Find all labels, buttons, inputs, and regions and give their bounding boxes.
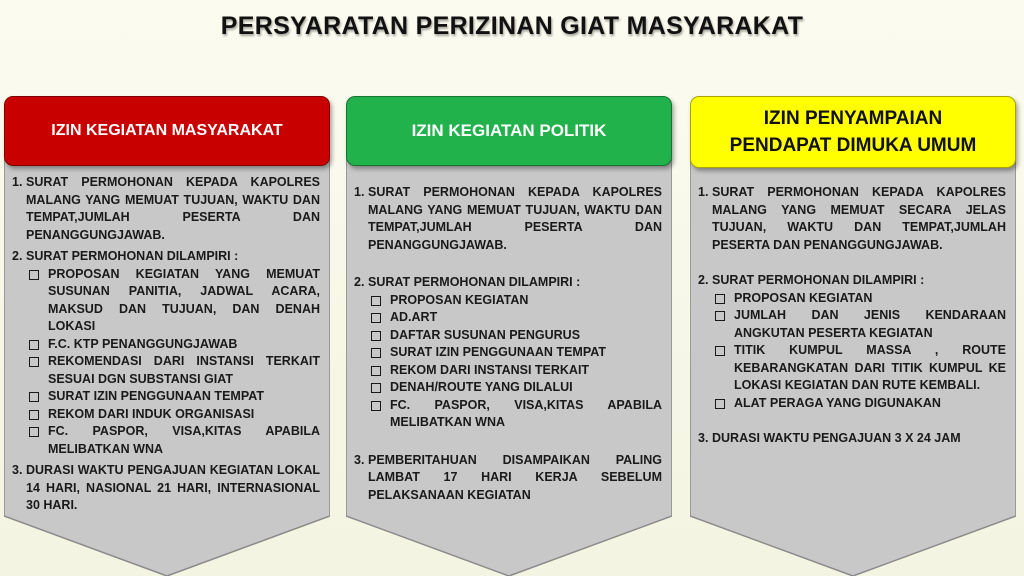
column-izin-kegiatan-politik xyxy=(346,96,672,576)
list-item: 3. DURASI WAKTU PENGAJUAN KEGIATAN LOKAL 14 HARI, NASIONAL 21 HARI, INTERNASIONAL 30 HARI. xyxy=(12,463,320,512)
requirements-list xyxy=(354,184,662,508)
sub-item: F.C. KTP PENANGGUNGJAWAB xyxy=(26,336,320,354)
list-item: 1. SURAT PERMOHONAN KEPADA KAPOLRES MALANG YANG MEMUAT TUJUAN, WAKTU DAN TEMPAT,JUMLAH PESERTA DAN PENANGGUNGJAWAB. xyxy=(12,175,320,242)
checkbox-square-icon xyxy=(368,379,390,397)
checkbox-square-icon xyxy=(26,423,48,458)
header-label-line1: IZIN PENYAMPAIAN xyxy=(763,108,943,129)
list-item: 2. SURAT PERMOHONAN DILAMPIRI : PROPOSAN KEGIATAN AD.ART DAFTAR SUSUNAN PENGURUS SURAT IZIN PENGGUNAAN TEMPAT REKOM DARI INSTANSI TERKAIT DENAH/ROUTE YANG DILALUI FC. PASPOR, VISA,KITAS APABILA MELIBATKAN WNA xyxy=(354,274,662,432)
checkbox-square-icon xyxy=(26,388,48,406)
sub-item: SURAT IZIN PENGGUNAAN TEMPAT xyxy=(26,388,320,406)
checkbox-square-icon xyxy=(712,342,734,395)
sub-item: TITIK KUMPUL MASSA , ROUTE KEBARANGKATAN DARI TITIK KUMPUL KE LOKASI KEGIATAN DAN RUTE KEMBALI. xyxy=(712,342,1006,395)
list-item: 1. SURAT PERMOHONAN KEPADA KAPOLRES MALANG YANG MEMUAT SECARA JELAS TUJUAN, WAKTU DAN TEMPAT,JUMLAH PESERTA DAN PENANGGUNGJAWAB. xyxy=(698,185,1006,252)
header-label: IZIN KEGIATAN POLITIK xyxy=(411,121,607,140)
column-izin-kegiatan-masyarakat xyxy=(4,96,330,576)
header-izin-kegiatan-politik xyxy=(346,96,672,166)
checkbox-square-icon xyxy=(26,353,48,388)
header-izin-kegiatan-masyarakat xyxy=(4,96,330,166)
checkbox-square-icon xyxy=(26,406,48,424)
sub-item: DAFTAR SUSUNAN PENGURUS xyxy=(368,327,662,345)
sub-item: REKOM DARI INSTANSI TERKAIT xyxy=(368,362,662,380)
sub-item: SURAT IZIN PENGGUNAAN TEMPAT xyxy=(368,344,662,362)
sub-item: PROPOSAN KEGIATAN xyxy=(368,292,662,310)
list-item: 2. SURAT PERMOHONAN DILAMPIRI : PROPOSAN KEGIATAN JUMLAH DAN JENIS KENDARAAN ANGKUTAN PESERTA KEGIATAN TITIK KUMPUL MASSA , ROUTE KEBARANGKATAN DARI TITIK KUMPUL KE LOKASI KEGIATAN DAN RUTE KEMBALI. ALAT PERAGA YANG DIGUNAKAN xyxy=(698,272,1006,412)
checkbox-square-icon xyxy=(712,307,734,342)
sub-item: DENAH/ROUTE YANG DILALUI xyxy=(368,379,662,397)
checkbox-square-icon xyxy=(368,344,390,362)
sub-item: REKOM DARI INDUK ORGANISASI xyxy=(26,406,320,424)
column-izin-penyampaian-pendapat xyxy=(690,96,1016,576)
sub-item: AD.ART xyxy=(368,309,662,327)
checkbox-square-icon xyxy=(368,362,390,380)
requirements-list xyxy=(698,184,1006,452)
checkbox-square-icon xyxy=(368,327,390,345)
requirements-list xyxy=(12,174,320,519)
page-title: PERSYARATAN PERIZINAN GIAT MASYARAKAT xyxy=(220,12,804,40)
sub-item: ALAT PERAGA YANG DIGUNAKAN xyxy=(712,395,1006,413)
checkbox-square-icon xyxy=(26,266,48,336)
sub-item: REKOMENDASI DARI INSTANSI TERKAIT SESUAI DGN SUBSTANSI GIAT xyxy=(26,353,320,388)
list-item: 3. DURASI WAKTU PENGAJUAN 3 X 24 JAM xyxy=(698,431,961,445)
list-item: 1. SURAT PERMOHONAN KEPADA KAPOLRES MALANG YANG MEMUAT TUJUAN, WAKTU DAN TEMPAT,JUMLAH PESERTA DAN PENANGGUNGJAWAB. xyxy=(354,185,662,252)
header-label: IZIN KEGIATAN MASYARAKAT xyxy=(51,122,283,139)
checkbox-square-icon xyxy=(368,309,390,327)
header-izin-penyampaian-pendapat xyxy=(690,96,1016,168)
list-item: 2. SURAT PERMOHONAN DILAMPIRI : PROPOSAN KEGIATAN YANG MEMUAT SUSUNAN PANITIA, JADWAL ACARA, MAKSUD DAN TUJUAN, DAN DENAH LOKASI F.C. KTP PENANGGUNGJAWAB REKOMENDASI DARI INSTANSI TERKAIT SESUAI DGN SUBSTANSI GIAT SURAT IZIN PENGGUNAAN TEMPAT REKOM DARI INDUK ORGANISASI FC. PASPOR, VISA,KITAS APABILA MELIBATKAN WNA xyxy=(12,248,320,458)
sub-item: PROPOSAN KEGIATAN xyxy=(712,290,1006,308)
header-label-line2: PENDAPAT DIMUKA UMUM xyxy=(729,135,977,156)
sub-item: FC. PASPOR, VISA,KITAS APABILA MELIBATKAN WNA xyxy=(368,397,662,432)
checkbox-square-icon xyxy=(368,397,390,432)
sub-item: JUMLAH DAN JENIS KENDARAAN ANGKUTAN PESERTA KEGIATAN xyxy=(712,307,1006,342)
list-item: 3. PEMBERITAHUAN DISAMPAIKAN PALING LAMBAT 17 HARI KERJA SEBELUM PELAKSANAAN KEGIATAN xyxy=(354,452,662,502)
sub-item: PROPOSAN KEGIATAN YANG MEMUAT SUSUNAN PANITIA, JADWAL ACARA, MAKSUD DAN TUJUAN, DAN DENAH LOKASI xyxy=(26,266,320,336)
checkbox-square-icon xyxy=(712,290,734,308)
sub-item: FC. PASPOR, VISA,KITAS APABILA MELIBATKAN WNA xyxy=(26,423,320,458)
checkbox-square-icon xyxy=(26,336,48,354)
checkbox-square-icon xyxy=(368,292,390,310)
checkbox-square-icon xyxy=(712,395,734,413)
